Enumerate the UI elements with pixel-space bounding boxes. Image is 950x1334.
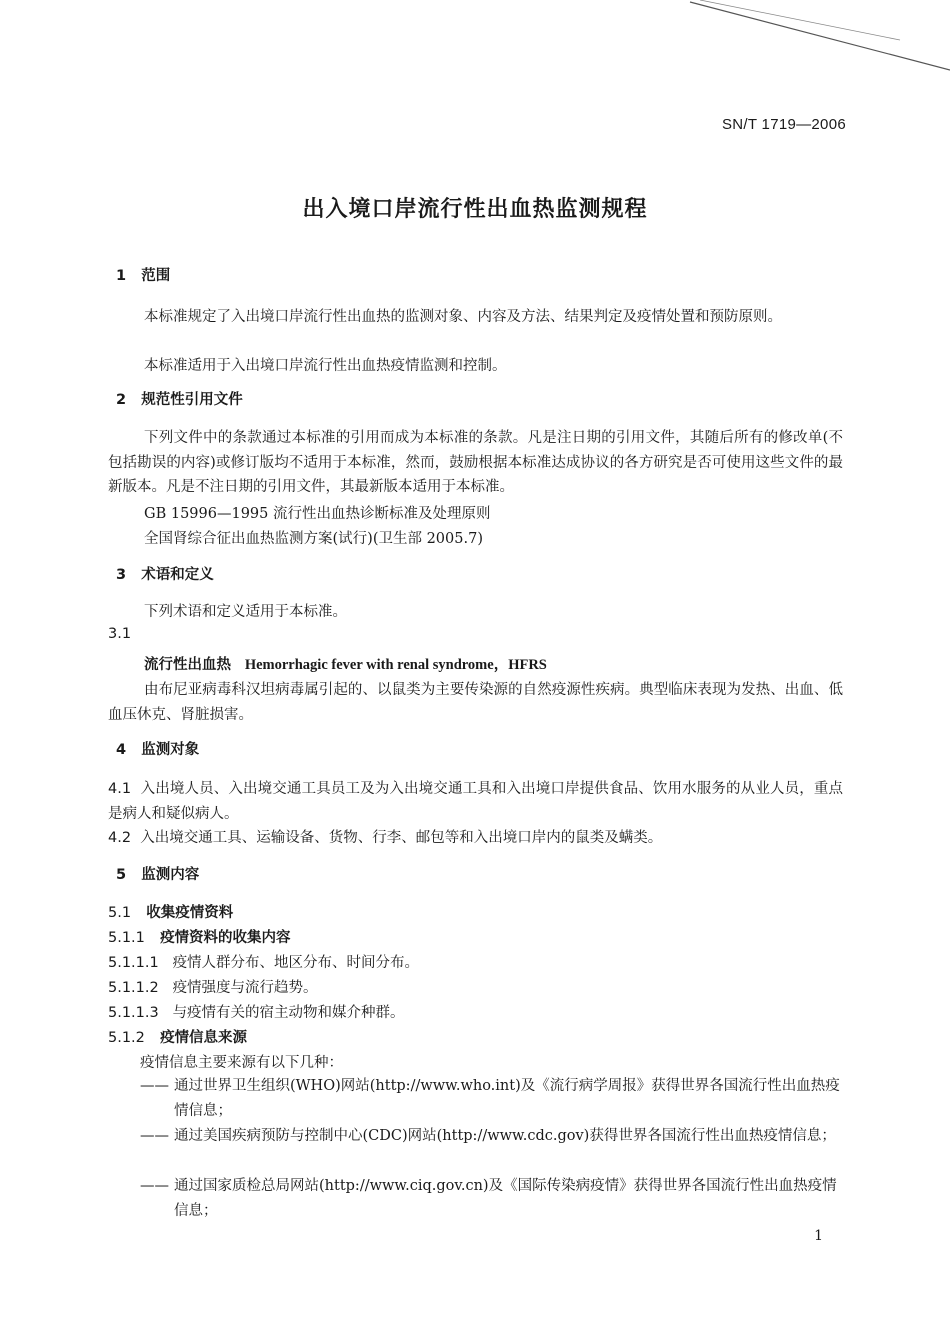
clause-5-1-1-3 xyxy=(108,1001,405,1022)
monitoring-object-4-2 xyxy=(108,826,843,851)
clause-number: 5.1.2 xyxy=(108,1030,145,1046)
section-number: 5 xyxy=(116,867,127,883)
source-item-who xyxy=(140,1074,840,1123)
standard-number: SN/T 1719—2006 xyxy=(721,116,846,133)
subsection-5-1 xyxy=(108,901,233,922)
scan-artifact-line xyxy=(0,0,950,80)
clause-title: 疫情资料的收集内容 xyxy=(160,930,291,946)
term-definition: 由布尼亚病毒科汉坦病毒属引起的、以鼠类为主要传染源的自然疫源性疾病。典型临床表现为发热、出血、低血压休克、肾脏损害。 xyxy=(108,682,843,723)
dash-bullet: —— xyxy=(140,1078,169,1094)
section-1-heading xyxy=(116,264,170,285)
scope-paragraph-2: 本标准适用于入出境口岸流行性出血热疫情监测和控制。 xyxy=(144,358,507,374)
section-title: 术语和定义 xyxy=(141,567,214,583)
clause-number: 4.2 xyxy=(108,830,132,846)
section-title: 监测内容 xyxy=(141,867,200,883)
section-2-heading xyxy=(116,388,243,409)
source-text: 通过世界卫生组织(WHO)网站(http://www.who.int)及《流行病学周报》获得世界各国流行性出血热疫情信息； xyxy=(174,1078,840,1119)
reference-2: 全国肾综合征出血热监测方案(试行)(卫生部 2005.7) xyxy=(144,531,483,547)
clause-text: 疫情人群分布、地区分布、时间分布。 xyxy=(172,955,420,971)
terms-intro: 下列术语和定义适用于本标准。 xyxy=(144,604,347,620)
source-item-aqsiq xyxy=(140,1174,840,1223)
source-item-cdc xyxy=(140,1124,840,1149)
dash-bullet: —— xyxy=(140,1178,169,1194)
section-number: 2 xyxy=(116,392,127,408)
section-number: 3 xyxy=(116,567,127,583)
term-english: Hemorrhagic fever with renal syndrome，HFRS xyxy=(244,657,547,673)
clause-title: 收集疫情资料 xyxy=(146,905,234,921)
source-text: 通过美国疾病预防与控制中心(CDC)网站(http://www.cdc.gov)获得世界各国流行性出血热疫情信息； xyxy=(174,1128,836,1144)
reference-1: GB 15996—1995 流行性出血热诊断标准及处理原则 xyxy=(144,506,491,522)
section-title: 范围 xyxy=(141,268,171,284)
clause-5-1-1-2 xyxy=(108,976,318,997)
term-chinese: 流行性出血热 xyxy=(144,657,231,673)
page-number: 1 xyxy=(814,1228,823,1244)
clause-text: 入出境人员、入出境交通工具员工及为入出境交通工具和入出境口岸提供食品、饮用水服务的从业人员，重点是病人和疑似病人。 xyxy=(108,781,844,822)
clause-5-1-1-1 xyxy=(108,951,419,972)
subsection-5-1-2 xyxy=(108,1026,247,1047)
clause-text: 与疫情有关的宿主动物和媒介种群。 xyxy=(172,1005,405,1021)
clause-number: 5.1.1.1 xyxy=(108,955,159,971)
scope-paragraph-1: 本标准规定了入出境口岸流行性出血热的监测对象、内容及方法、结果判定及疫情处置和预防原则。 xyxy=(144,309,782,325)
section-title: 监测对象 xyxy=(141,742,200,758)
clause-number: 5.1.1.2 xyxy=(108,980,159,996)
clause-text: 入出境交通工具、运输设备、货物、行李、邮包等和入出境口岸内的鼠类及螨类。 xyxy=(140,830,663,846)
term-heading xyxy=(144,653,547,674)
subsection-5-1-1 xyxy=(108,926,291,947)
clause-title: 疫情信息来源 xyxy=(160,1030,248,1046)
monitoring-object-4-1 xyxy=(108,777,843,826)
section-number: 4 xyxy=(116,742,127,758)
section-3-heading xyxy=(116,563,214,584)
section-4-heading xyxy=(116,738,199,759)
references-paragraph: 下列文件中的条款通过本标准的引用而成为本标准的条款。凡是注日期的引用文件，其随后所有的修改单(不包括勘误的内容)或修订版均不适用于本标准，然而，鼓励根据本标准达成协议的各方研究是否可使用这些文件的最新版本。凡是不注日期的引用文件，其最新版本适用于本标准。 xyxy=(108,430,843,495)
sources-intro: 疫情信息主要来源有以下几种： xyxy=(140,1055,343,1071)
document-title: 出入境口岸流行性出血热监测规程 xyxy=(302,197,648,222)
source-text: 通过国家质检总局网站(http://www.ciq.gov.cn)及《国际传染病疫情》获得世界各国流行性出血热疫情信息； xyxy=(174,1178,837,1219)
clause-number: 5.1.1 xyxy=(108,930,145,946)
section-number: 1 xyxy=(116,268,127,284)
term-number: 3.1 xyxy=(108,626,132,642)
dash-bullet: —— xyxy=(140,1128,169,1144)
clause-text: 疫情强度与流行趋势。 xyxy=(172,980,318,996)
clause-number: 5.1.1.3 xyxy=(108,1005,159,1021)
clause-number: 4.1 xyxy=(108,781,132,797)
clause-number: 5.1 xyxy=(108,905,132,921)
section-5-heading xyxy=(116,863,199,884)
section-title: 规范性引用文件 xyxy=(141,392,243,408)
